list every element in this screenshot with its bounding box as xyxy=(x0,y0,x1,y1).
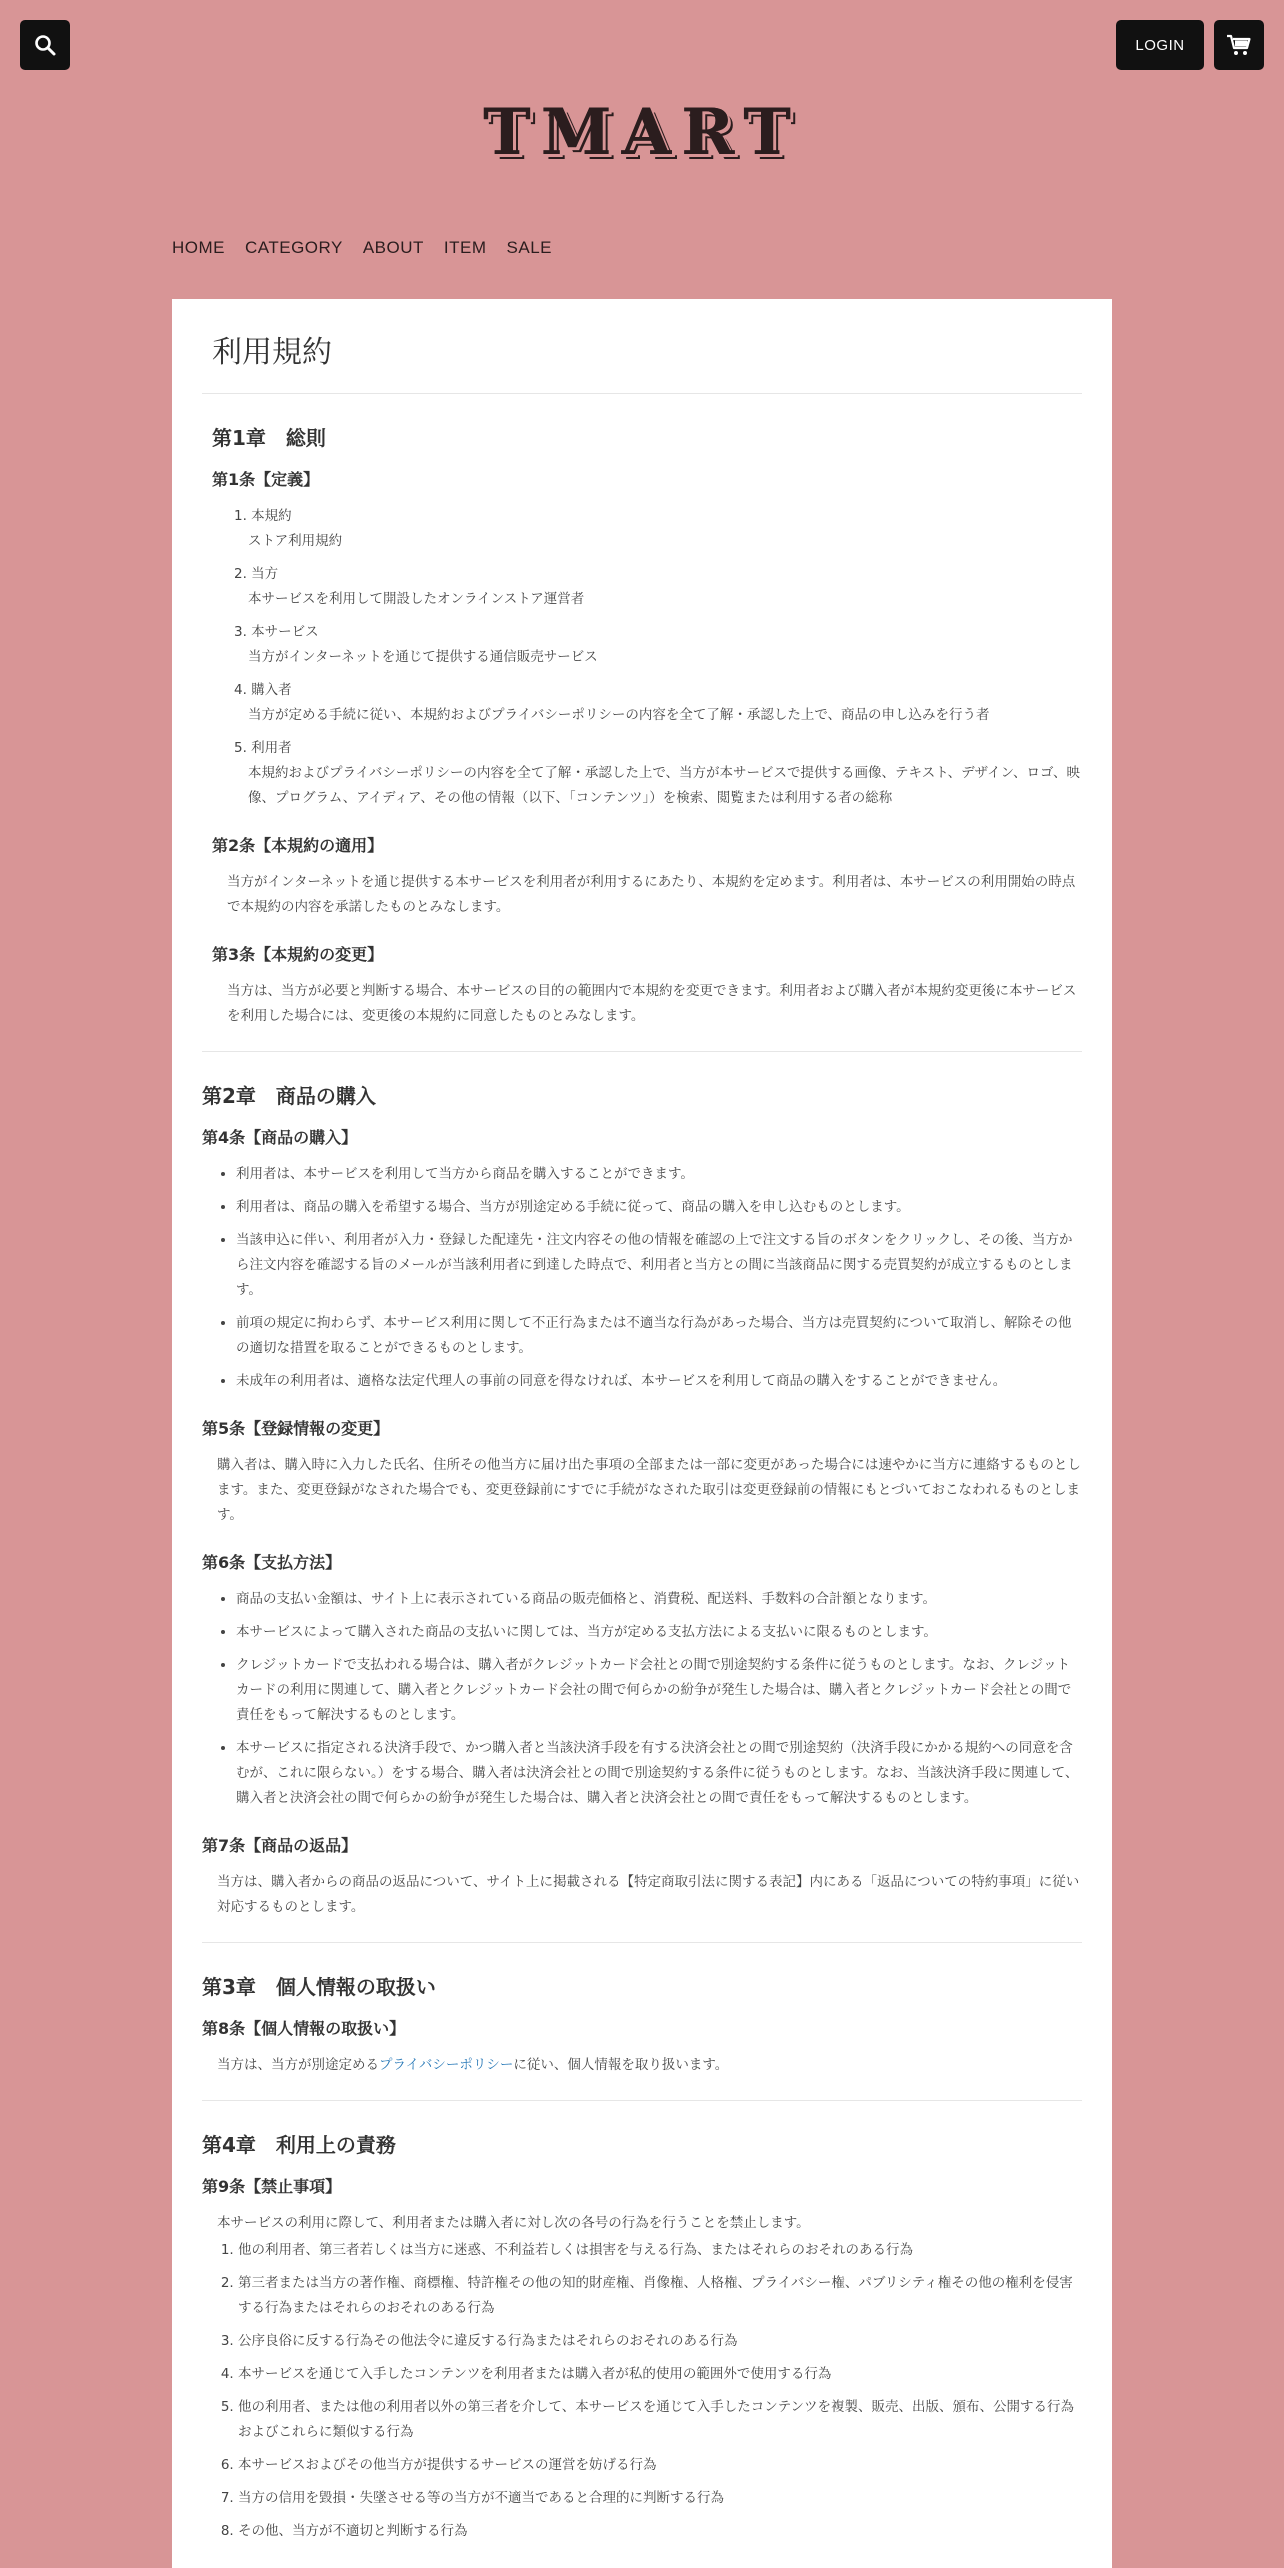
list-item: 7. 当方の信用を毀損・失墜させる等の当方が不適当であると合理的に判断する行為 xyxy=(238,2486,1082,2511)
article-title: 第2条【本規約の適用】 xyxy=(212,836,384,855)
list-item: • 利用者は、商品の購入を希望する場合、当方が別途定める手続に従って、商品の購入を申し込むものとします。 xyxy=(236,1195,1082,1220)
article-intro: 本サービスの利用に際して、利用者または購入者に対し次の各号の行為を行うことを禁止します。 xyxy=(217,2215,810,2231)
def-desc: 本規約およびプライバシーポリシーの内容を全て了解・承認した上で、当方が本サービスで提供する画像、テキスト、デザイン、ロゴ、映像、プログラム、アイディア、その他の情報（以下、「コンテンツ」）を検索、閲覧または利用する者の総称 xyxy=(248,765,1081,806)
nav-about[interactable]: ABOUT xyxy=(362,238,424,257)
list-item xyxy=(234,736,1082,811)
list-item xyxy=(234,620,1082,670)
list-item: 6. 本サービスおよびその他当方が提供するサービスの運営を妨げる行為 xyxy=(238,2453,1082,2478)
body-text: に従い、個人情報を取り扱います。 xyxy=(513,2057,729,2073)
search-button[interactable] xyxy=(20,20,70,70)
divider xyxy=(202,1942,1082,1943)
nav-category[interactable]: CATEGORY xyxy=(245,238,343,257)
article-body: 当方は、購入者からの商品の返品について、サイト上に掲載される【特定商取引法に関する表記】内にある「返品についての特約事項」に従い対応するものとします。 xyxy=(217,1874,1080,1915)
list-item: 3. 公序良俗に反する行為その他法令に違反する行為またはそれらのおそれのある行為 xyxy=(238,2329,1082,2354)
chapter-2 xyxy=(202,1080,1082,1920)
list-item: • 当該申込に伴い、利用者が入力・登録した配達先・注文内容その他の情報を確認の上で注文する旨のボタンをクリックし、その後、当方から注文内容を確認する旨のメールが当該利用者に到達した時点で、利用者と当方との間に当該商品に関する売買契約が成立するものとします。 xyxy=(236,1228,1082,1303)
article-body: 当方がインターネットを通じ提供する本サービスを利用者が利用するにあたり、本規約を定めます。利用者は、本サービスの利用開始の時点で本規約の内容を承諾したものとみなします。 xyxy=(227,874,1076,915)
def-term: 2. 当方 xyxy=(234,566,279,582)
login-button[interactable]: LOGIN xyxy=(1116,20,1204,70)
chapter-title: 第1章 総則 xyxy=(212,426,326,450)
nav-sale[interactable]: SALE xyxy=(506,238,552,257)
chapter-3 xyxy=(202,1971,1082,2078)
chapter-1 xyxy=(202,422,1082,1029)
def-desc: 当方がインターネットを通じて提供する通信販売サービス xyxy=(248,649,598,665)
article-title: 第3条【本規約の変更】 xyxy=(212,945,384,964)
list-item: • 本サービスに指定される決済手段で、かつ購入者と当該決済手段を有する決済会社との間で別途契約（決済手段にかかる規約への同意を含むが、これに限らない。）をする場合、購入者は決済会社との間で別途契約する条件に従うものとします。なお、当該決済手段に関連して、購入者と決済会社の間で何らかの紛争が発生した場合は、購入者と決済会社との間で責任をもって解決するものとします。 xyxy=(236,1736,1082,1811)
def-term: 1. 本規約 xyxy=(234,508,292,524)
list-item: • 未成年の利用者は、適格な法定代理人の事前の同意を得なければ、本サービスを利用して商品の購入をすることができません。 xyxy=(236,1369,1082,1394)
article-title: 第1条【定義】 xyxy=(212,470,320,489)
page-title: 利用規約 xyxy=(202,327,1082,394)
def-desc: 当方が定める手続に従い、本規約およびプライバシーポリシーの内容を全て了解・承認した上で、商品の申し込みを行う者 xyxy=(248,707,990,723)
def-term: 3. 本サービス xyxy=(234,624,319,640)
article-title: 第8条【個人情報の取扱い】 xyxy=(202,2019,406,2038)
list-item: 5. 他の利用者、または他の利用者以外の第三者を介して、本サービスを通じて入手したコンテンツを複製、販売、出版、頒布、公開する行為およびこれらに類似する行為 xyxy=(238,2395,1082,2445)
def-desc: ストア利用規約 xyxy=(248,533,343,549)
article-body: 購入者は、購入時に入力した氏名、住所その他当方に届け出た事項の全部または一部に変更があった場合には速やかに当方に連絡するものとします。また、変更登録がなされた場合でも、変更登録前にすでに手続がなされた取引は変更登録前の情報にもとづいておこなわれるものとします。 xyxy=(217,1457,1081,1523)
list-item: • 本サービスによって購入された商品の支払いに関しては、当方が定める支払方法による支払いに限るものとします。 xyxy=(236,1620,1082,1645)
search-icon xyxy=(33,33,57,57)
article-body: 当方は、当方が必要と判断する場合、本サービスの目的の範囲内で本規約を変更できます。利用者および購入者が本規約変更後に本サービスを利用した場合には、変更後の本規約に同意したものとみなします。 xyxy=(227,983,1077,1024)
list-item: 4. 本サービスを通じて入手したコンテンツを利用者または購入者が私的使用の範囲外で使用する行為 xyxy=(238,2362,1082,2387)
def-desc: 本サービスを利用して開設したオンラインストア運営者 xyxy=(248,591,585,607)
privacy-policy-link[interactable]: プライバシーポリシー xyxy=(379,2057,514,2073)
chapter-4 xyxy=(202,2129,1082,2544)
divider xyxy=(202,1051,1082,1052)
cart-icon xyxy=(1226,33,1252,57)
nav-item[interactable]: ITEM xyxy=(443,238,487,257)
nav-home[interactable]: HOME xyxy=(172,238,225,257)
cart-button[interactable] xyxy=(1214,20,1264,70)
list-item: • 商品の支払い金額は、サイト上に表示されている商品の販売価格と、消費税、配送料、手数料の合計額となります。 xyxy=(236,1587,1082,1612)
terms-content xyxy=(172,299,1112,2568)
site-logo[interactable]: TMART xyxy=(483,95,801,170)
def-term: 4. 購入者 xyxy=(234,682,292,698)
chapter-title: 第3章 個人情報の取扱い xyxy=(202,1975,436,1999)
body-text: 当方は、当方が別途定める xyxy=(217,2057,379,2073)
article-title: 第7条【商品の返品】 xyxy=(202,1836,358,1855)
chapter-title: 第2章 商品の購入 xyxy=(202,1084,376,1108)
article-body xyxy=(202,2053,1082,2078)
article-title: 第5条【登録情報の変更】 xyxy=(202,1419,390,1438)
list-item xyxy=(234,504,1082,554)
divider xyxy=(202,2100,1082,2101)
list-item: 1. 他の利用者、第三者若しくは当方に迷惑、不利益若しくは損害を与える行為、またはそれらのおそれのある行為 xyxy=(238,2238,1082,2263)
list-item: • 利用者は、本サービスを利用して当方から商品を購入することができます。 xyxy=(236,1162,1082,1187)
article-list xyxy=(202,1587,1082,1811)
def-term: 5. 利用者 xyxy=(234,740,292,756)
list-item xyxy=(234,562,1082,612)
main-nav xyxy=(172,238,552,258)
article-title: 第9条【禁止事項】 xyxy=(202,2177,342,2196)
prohibited-list xyxy=(202,2238,1082,2544)
article-title: 第6条【支払方法】 xyxy=(202,1553,342,1572)
chapter-title: 第4章 利用上の責務 xyxy=(202,2133,396,2157)
list-item xyxy=(234,678,1082,728)
list-item: • クレジットカードで支払われる場合は、購入者がクレジットカード会社との間で別途契約する条件に従うものとします。なお、クレジットカードの利用に関連して、購入者とクレジットカード会社の間で何らかの紛争が発生した場合は、購入者とクレジットカード会社との間で責任をもって解決するものとします。 xyxy=(236,1653,1082,1728)
list-item: 8. その他、当方が不適切と判断する行為 xyxy=(238,2519,1082,2544)
article-list xyxy=(202,1162,1082,1394)
definitions-list xyxy=(212,504,1082,811)
article-title: 第4条【商品の購入】 xyxy=(202,1128,358,1147)
list-item: 2. 第三者または当方の著作権、商標権、特許権その他の知的財産権、肖像権、人格権、プライバシー権、パブリシティ権その他の権利を侵害する行為またはそれらのおそれのある行為 xyxy=(238,2271,1082,2321)
list-item: • 前項の規定に拘わらず、本サービス利用に関して不正行為または不適当な行為があった場合、当方は売買契約について取消し、解除その他の適切な措置を取ることができるものとします。 xyxy=(236,1311,1082,1361)
